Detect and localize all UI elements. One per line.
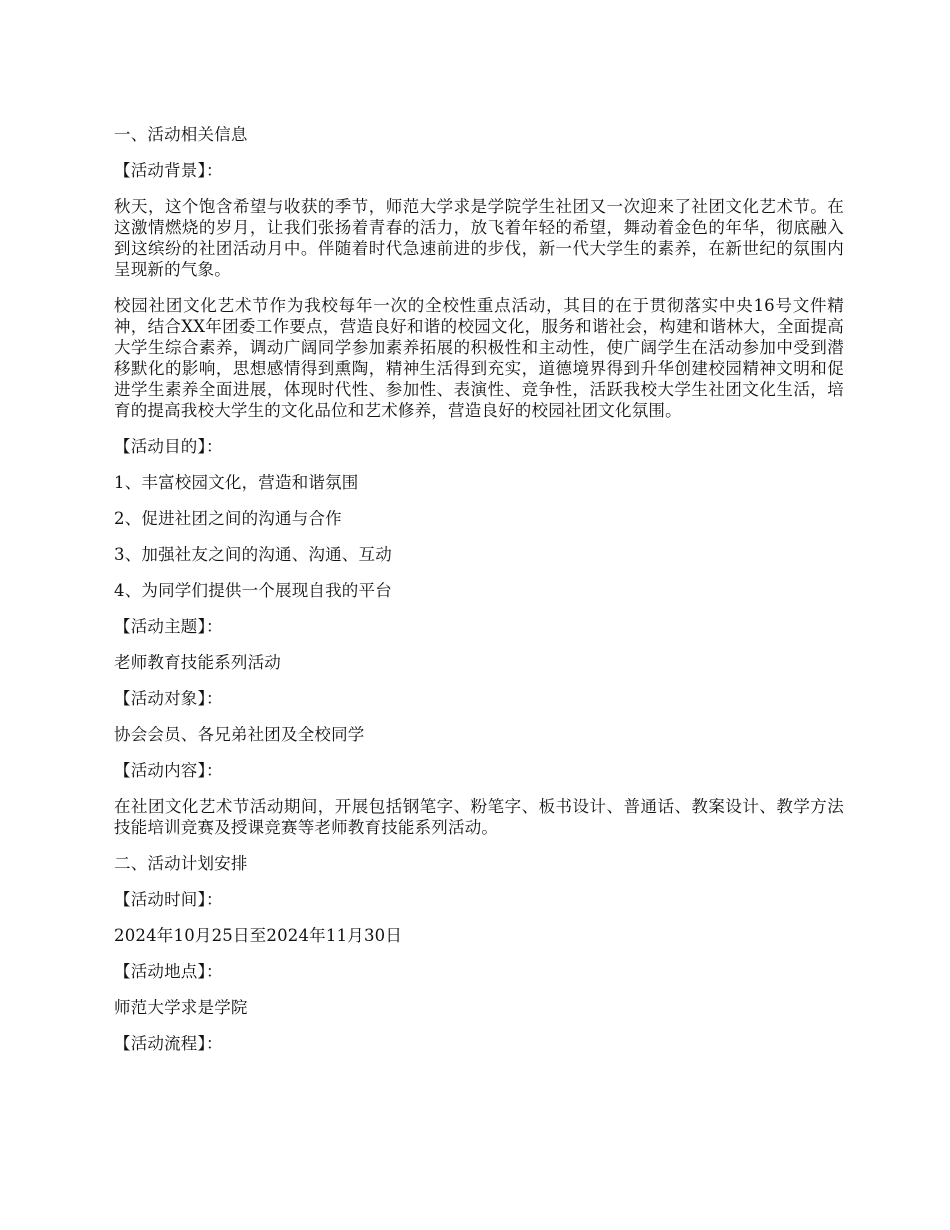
background-paragraph-2: 校园社团文化艺术节作为我校每年一次的全校性重点活动，其目的在于贯彻落实中央16号文件精神，结合XX年团委工作要点，营造良好和谐的校园文化，服务和谐社会，构建和谐林大，全面提高大学生综合素养，调动广阔同学参加素养拓展的积极性和主动性，使广阔学生在活动参加中受到潜移默化的影响，思想感情得到熏陶，精神生活得到充实，道德境界得到升华创建校园精神文明和促进学生素养全面进展，体现时代性、参加性、表演性、竞争性，活跃我校大学生社团文化生活，培育的提高我校大学生的文化品位和艺术修养，营造良好的校园社团文化氛围。	[114, 296, 844, 420]
content-text: 在社团文化艺术节活动期间，开展包括钢笔字、粉笔字、板书设计、普通话、教案设计、教学方法技能培训竞赛及授课竞赛等老师教育技能系列活动。	[114, 797, 844, 837]
label-purpose: 【活动目的】：	[114, 437, 223, 456]
purpose-item-1: 1、丰富校园文化，营造和谐氛围	[114, 473, 359, 492]
purpose-item-4: 4、为同学们提供一个展现自我的平台	[114, 581, 392, 600]
theme-text: 老师教育技能系列活动	[114, 653, 281, 672]
purpose-item-3: 3、加强社友之间的沟通、沟通、互动	[114, 545, 392, 564]
audience-text: 协会会员、各兄弟社团及全校同学	[114, 725, 365, 744]
label-location: 【活动地点】：	[114, 962, 223, 981]
label-theme: 【活动主题】：	[114, 617, 223, 636]
document-body	[114, 124, 844, 1069]
label-process: 【活动流程】：	[114, 1034, 223, 1053]
location-text: 师范大学求是学院	[114, 998, 248, 1017]
purpose-item-2: 2、促进社团之间的沟通与合作	[114, 509, 342, 528]
label-audience: 【活动对象】：	[114, 689, 223, 708]
background-paragraph-1: 秋天，这个饱含希望与收获的季节，师范大学求是学院学生社团又一次迎来了社团文化艺术节。在这激情燃烧的岁月，让我们张扬着青春的活力，放飞着年轻的希望，舞动着金色的年华，彻底融入到这缤纷的社团活动月中。伴随着时代急速前进的步伐，新一代大学生的素养，在新世纪的氛围内呈现新的气象。	[114, 197, 844, 279]
section-heading-activity-info: 一、活动相关信息	[114, 125, 248, 144]
label-background: 【活动背景】：	[114, 161, 223, 180]
time-text: 2024年10月25日至2024年11月30日	[114, 926, 403, 945]
label-time: 【活动时间】：	[114, 890, 223, 909]
label-content: 【活动内容】：	[114, 761, 223, 780]
section-heading-plan: 二、活动计划安排	[114, 854, 248, 873]
